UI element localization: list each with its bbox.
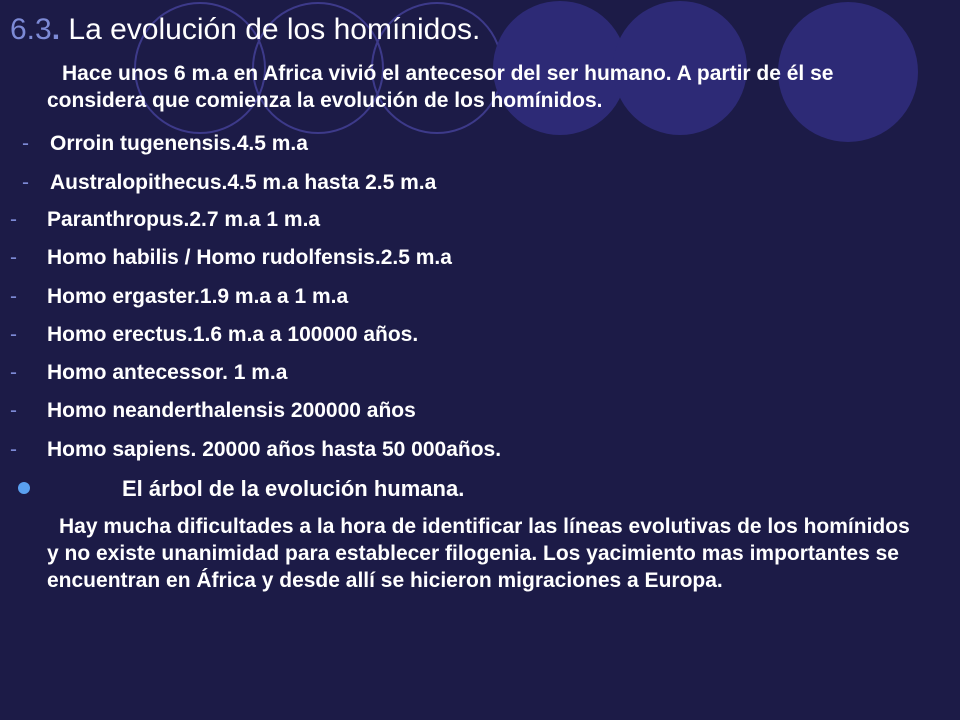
bullet-dot	[18, 482, 30, 494]
title-dot: .	[51, 13, 61, 46]
dash-marker: -	[10, 285, 17, 308]
list-item-text: Homo habilis / Homo rudolfensis.2.5 m.a	[47, 246, 452, 269]
slide-title	[10, 10, 480, 50]
dash-marker: -	[10, 399, 17, 422]
subheading: El árbol de la evolución humana.	[122, 476, 465, 501]
dash-marker: -	[22, 132, 29, 155]
title-number: 6.3	[10, 13, 52, 46]
closing-paragraph: Hay mucha dificultades a la hora de identificar las líneas evolutivas de los homínidos y no existe unanimidad para establecer filogenia. Los yacimiento mas importantes se encuentran en África y desde allí se hicieron migraciones a Europa.	[47, 515, 910, 592]
dash-marker: -	[10, 246, 17, 269]
dash-marker: -	[22, 171, 29, 194]
intro-paragraph: Hace unos 6 m.a en Africa vivió el antecesor del ser humano. A partir de él se considera que comienza la evolución de los homínidos.	[47, 62, 834, 112]
dash-marker: -	[10, 208, 17, 231]
title-text: La evolución de los homínidos.	[60, 13, 481, 46]
list-item-text: Homo sapiens. 20000 años hasta 50 000años.	[47, 438, 502, 461]
list-item-text: Homo antecessor. 1 m.a	[47, 361, 288, 384]
list-item-text: Homo erectus.1.6 m.a a 100000 años.	[47, 323, 419, 346]
dash-marker: -	[10, 438, 17, 461]
list-item-text: Paranthropus.2.7 m.a 1 m.a	[47, 208, 321, 231]
list-item-text: Orroin tugenensis.4.5 m.a	[50, 132, 308, 155]
dash-marker: -	[10, 361, 17, 384]
dash-marker: -	[10, 323, 17, 346]
list-item-text: Australopithecus.4.5 m.a hasta 2.5 m.a	[50, 171, 437, 194]
list-item-text: Homo neanderthalensis 200000 años	[47, 399, 416, 422]
list-item-text: Homo ergaster.1.9 m.a a 1 m.a	[47, 285, 349, 308]
